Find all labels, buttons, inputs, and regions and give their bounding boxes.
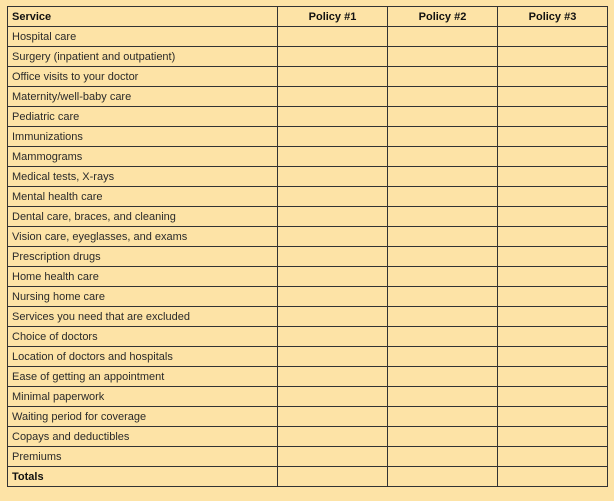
service-row — [8, 107, 608, 127]
comparison-worksheet — [7, 6, 608, 487]
service-row — [8, 407, 608, 427]
service-row — [8, 167, 608, 187]
service-label: Vision care, eyeglasses, and exams — [8, 227, 278, 247]
policy-1-cell[interactable] — [278, 267, 388, 287]
policy-2-cell[interactable] — [388, 87, 498, 107]
service-label: Office visits to your doctor — [8, 67, 278, 87]
service-row — [8, 267, 608, 287]
service-row — [8, 87, 608, 107]
policy-1-cell[interactable] — [278, 367, 388, 387]
service-row — [8, 327, 608, 347]
policy-1-cell[interactable] — [278, 247, 388, 267]
policy-2-cell[interactable] — [388, 47, 498, 67]
policy-2-cell[interactable] — [388, 107, 498, 127]
policy-3-cell[interactable] — [498, 387, 608, 407]
service-row — [8, 67, 608, 87]
policy-2-cell[interactable] — [388, 127, 498, 147]
policy-2-cell[interactable] — [388, 247, 498, 267]
policy-3-cell[interactable] — [498, 207, 608, 227]
service-column-header: Service — [8, 7, 278, 27]
service-row — [8, 127, 608, 147]
header-row — [8, 7, 608, 27]
service-label: Hospital care — [8, 27, 278, 47]
policy-3-cell[interactable] — [498, 427, 608, 447]
policy-1-cell[interactable] — [278, 47, 388, 67]
service-label: Premiums — [8, 447, 278, 467]
policy-1-cell[interactable] — [278, 187, 388, 207]
policy-1-cell[interactable] — [278, 127, 388, 147]
policy-1-total-cell[interactable] — [278, 467, 388, 487]
policy-3-cell[interactable] — [498, 27, 608, 47]
service-row — [8, 287, 608, 307]
policy-2-cell[interactable] — [388, 67, 498, 87]
policy-3-cell[interactable] — [498, 147, 608, 167]
policy-3-cell[interactable] — [498, 87, 608, 107]
policy-3-cell[interactable] — [498, 447, 608, 467]
policy-1-column-header: Policy #1 — [278, 7, 388, 27]
service-row — [8, 27, 608, 47]
service-row — [8, 347, 608, 367]
policy-1-cell[interactable] — [278, 307, 388, 327]
policy-3-cell[interactable] — [498, 227, 608, 247]
policy-3-cell[interactable] — [498, 407, 608, 427]
policy-1-cell[interactable] — [278, 327, 388, 347]
policy-2-cell[interactable] — [388, 227, 498, 247]
policy-1-cell[interactable] — [278, 87, 388, 107]
table-body — [8, 27, 608, 467]
service-label: Surgery (inpatient and outpatient) — [8, 47, 278, 67]
policy-1-cell[interactable] — [278, 147, 388, 167]
service-label: Choice of doctors — [8, 327, 278, 347]
policy-2-cell[interactable] — [388, 387, 498, 407]
totals-label: Totals — [8, 467, 278, 487]
service-row — [8, 387, 608, 407]
policy-3-cell[interactable] — [498, 107, 608, 127]
service-label: Dental care, braces, and cleaning — [8, 207, 278, 227]
policy-2-cell[interactable] — [388, 307, 498, 327]
service-row — [8, 227, 608, 247]
policy-2-cell[interactable] — [388, 367, 498, 387]
policy-2-cell[interactable] — [388, 287, 498, 307]
service-label: Mammograms — [8, 147, 278, 167]
policy-1-cell[interactable] — [278, 347, 388, 367]
service-label: Home health care — [8, 267, 278, 287]
policy-1-cell[interactable] — [278, 107, 388, 127]
policy-2-column-header: Policy #2 — [388, 7, 498, 27]
service-row — [8, 367, 608, 387]
policy-1-cell[interactable] — [278, 167, 388, 187]
policy-1-cell[interactable] — [278, 387, 388, 407]
policy-3-cell[interactable] — [498, 167, 608, 187]
service-row — [8, 447, 608, 467]
service-label: Immunizations — [8, 127, 278, 147]
policy-1-cell[interactable] — [278, 447, 388, 467]
policy-2-cell[interactable] — [388, 167, 498, 187]
service-row — [8, 47, 608, 67]
policy-1-cell[interactable] — [278, 207, 388, 227]
policy-3-cell[interactable] — [498, 327, 608, 347]
policy-2-cell[interactable] — [388, 207, 498, 227]
policy-1-cell[interactable] — [278, 407, 388, 427]
service-row — [8, 427, 608, 447]
service-label: Maternity/well-baby care — [8, 87, 278, 107]
service-label: Location of doctors and hospitals — [8, 347, 278, 367]
policy-3-cell[interactable] — [498, 267, 608, 287]
policy-2-cell[interactable] — [388, 427, 498, 447]
policy-3-cell[interactable] — [498, 307, 608, 327]
service-row — [8, 147, 608, 167]
policy-1-cell[interactable] — [278, 427, 388, 447]
policy-2-cell[interactable] — [388, 267, 498, 287]
policy-2-total-cell[interactable] — [388, 467, 498, 487]
service-row — [8, 247, 608, 267]
service-label: Prescription drugs — [8, 247, 278, 267]
service-label: Waiting period for coverage — [8, 407, 278, 427]
service-label: Copays and deductibles — [8, 427, 278, 447]
policy-2-cell[interactable] — [388, 187, 498, 207]
service-label: Minimal paperwork — [8, 387, 278, 407]
policy-comparison-table — [7, 6, 608, 487]
policy-3-cell[interactable] — [498, 67, 608, 87]
policy-3-cell[interactable] — [498, 187, 608, 207]
service-label: Nursing home care — [8, 287, 278, 307]
totals-row — [8, 467, 608, 487]
policy-2-cell[interactable] — [388, 407, 498, 427]
service-label: Medical tests, X-rays — [8, 167, 278, 187]
service-label: Pediatric care — [8, 107, 278, 127]
policy-3-cell[interactable] — [498, 127, 608, 147]
policy-2-cell[interactable] — [388, 327, 498, 347]
policy-1-cell[interactable] — [278, 227, 388, 247]
service-row — [8, 307, 608, 327]
policy-1-cell[interactable] — [278, 27, 388, 47]
service-row — [8, 187, 608, 207]
policy-3-cell[interactable] — [498, 247, 608, 267]
policy-2-cell[interactable] — [388, 347, 498, 367]
policy-3-column-header: Policy #3 — [498, 7, 608, 27]
policy-3-cell[interactable] — [498, 347, 608, 367]
policy-3-cell[interactable] — [498, 287, 608, 307]
service-label: Services you need that are excluded — [8, 307, 278, 327]
policy-3-cell[interactable] — [498, 47, 608, 67]
policy-3-cell[interactable] — [498, 367, 608, 387]
policy-2-cell[interactable] — [388, 27, 498, 47]
service-label: Ease of getting an appointment — [8, 367, 278, 387]
service-row — [8, 207, 608, 227]
policy-2-cell[interactable] — [388, 147, 498, 167]
policy-1-cell[interactable] — [278, 67, 388, 87]
policy-2-cell[interactable] — [388, 447, 498, 467]
policy-1-cell[interactable] — [278, 287, 388, 307]
service-label: Mental health care — [8, 187, 278, 207]
policy-3-total-cell[interactable] — [498, 467, 608, 487]
